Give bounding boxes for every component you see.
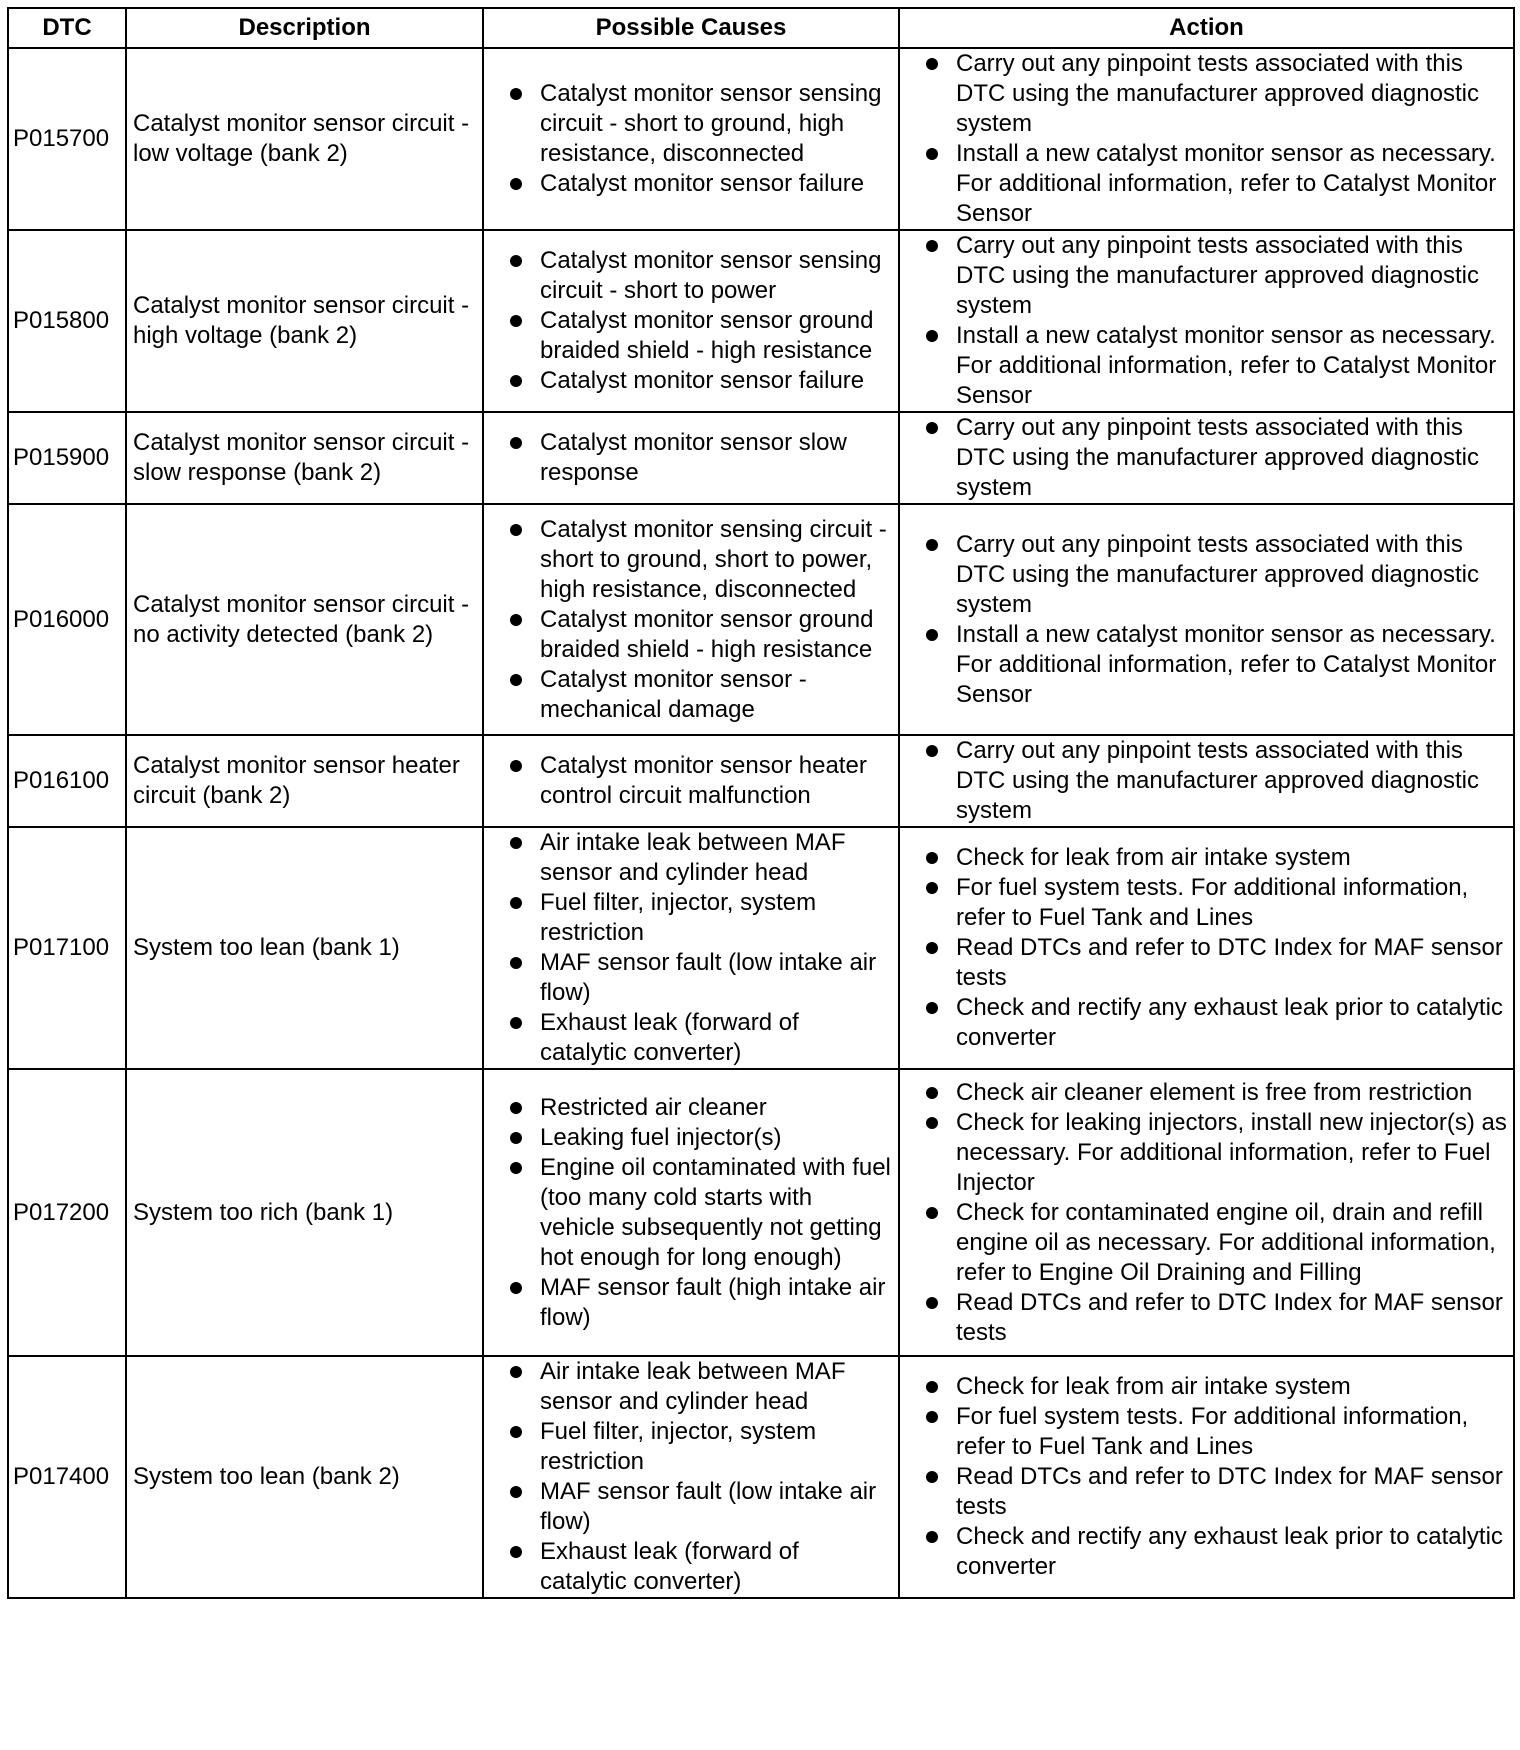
action-item: Check for leaking injectors, install new injector(s) as necessary. For additional information, refer to Fuel Injector xyxy=(924,1108,1507,1198)
action-item: For fuel system tests. For additional information, refer to Fuel Tank and Lines xyxy=(924,1402,1507,1462)
dtc-code: P015800 xyxy=(8,230,126,412)
possible-cause-item: Leaking fuel injector(s) xyxy=(508,1123,892,1153)
possible-cause-item: Catalyst monitor sensor failure xyxy=(508,169,892,199)
action-item: Check for contaminated engine oil, drain and refill engine oil as necessary. For additional information, refer to Engine Oil Draining and Filling xyxy=(924,1198,1507,1288)
table-row xyxy=(8,504,1514,735)
table-row xyxy=(8,735,1514,827)
possible-cause-item: Air intake leak between MAF sensor and cylinder head xyxy=(508,1357,892,1417)
dtc-description: Catalyst monitor sensor circuit - slow response (bank 2) xyxy=(126,412,483,504)
action-cell xyxy=(899,1356,1514,1598)
possible-cause-item: Exhaust leak (forward of catalytic converter) xyxy=(508,1537,892,1597)
possible-causes-cell xyxy=(483,48,899,230)
table-row xyxy=(8,827,1514,1069)
action-item: Carry out any pinpoint tests associated with this DTC using the manufacturer approved diagnostic system xyxy=(924,231,1507,321)
dtc-description: Catalyst monitor sensor circuit - high voltage (bank 2) xyxy=(126,230,483,412)
possible-causes-cell xyxy=(483,412,899,504)
possible-cause-item: Catalyst monitor sensor - mechanical damage xyxy=(508,665,892,725)
table-row xyxy=(8,230,1514,412)
possible-causes-cell xyxy=(483,1356,899,1598)
action-item: Check for leak from air intake system xyxy=(924,843,1507,873)
action-item: Check air cleaner element is free from restriction xyxy=(924,1078,1507,1108)
header-action: Action xyxy=(899,8,1514,48)
possible-cause-item: Catalyst monitor sensor sensing circuit - short to ground, high resistance, disconnected xyxy=(508,79,892,169)
header-dtc: DTC xyxy=(8,8,126,48)
possible-causes-cell xyxy=(483,735,899,827)
possible-causes-cell xyxy=(483,1069,899,1356)
possible-cause-item: Catalyst monitor sensor ground braided shield - high resistance xyxy=(508,605,892,665)
dtc-code: P017400 xyxy=(8,1356,126,1598)
action-cell xyxy=(899,230,1514,412)
possible-causes-cell xyxy=(483,827,899,1069)
possible-cause-item: Catalyst monitor sensor failure xyxy=(508,366,892,396)
header-row xyxy=(8,8,1514,48)
possible-cause-item: Catalyst monitor sensor sensing circuit - short to power xyxy=(508,246,892,306)
action-list xyxy=(924,413,1507,503)
dtc-code: P016000 xyxy=(8,504,126,735)
action-item: Read DTCs and refer to DTC Index for MAF sensor tests xyxy=(924,1462,1507,1522)
action-item: Carry out any pinpoint tests associated with this DTC using the manufacturer approved diagnostic system xyxy=(924,736,1507,826)
action-item: For fuel system tests. For additional information, refer to Fuel Tank and Lines xyxy=(924,873,1507,933)
possible-cause-item: Catalyst monitor sensing circuit - short to ground, short to power, high resistance, disconnected xyxy=(508,515,892,605)
possible-cause-item: Engine oil contaminated with fuel (too many cold starts with vehicle subsequently not getting hot enough for long enough) xyxy=(508,1153,892,1273)
table-header xyxy=(8,8,1514,48)
action-item: Install a new catalyst monitor sensor as necessary. For additional information, refer to Catalyst Monitor Sensor xyxy=(924,321,1507,411)
dtc-description: System too lean (bank 2) xyxy=(126,1356,483,1598)
possible-cause-item: Restricted air cleaner xyxy=(508,1093,892,1123)
dtc-description: Catalyst monitor sensor circuit - no activity detected (bank 2) xyxy=(126,504,483,735)
dtc-table xyxy=(7,7,1515,1599)
possible-causes-list xyxy=(508,1357,892,1597)
action-item: Read DTCs and refer to DTC Index for MAF sensor tests xyxy=(924,1288,1507,1348)
possible-causes-list xyxy=(508,79,892,199)
possible-causes-list xyxy=(508,246,892,396)
action-item: Check and rectify any exhaust leak prior to catalytic converter xyxy=(924,1522,1507,1582)
possible-cause-item: Fuel filter, injector, system restriction xyxy=(508,888,892,948)
possible-cause-item: Exhaust leak (forward of catalytic converter) xyxy=(508,1008,892,1068)
action-cell xyxy=(899,504,1514,735)
possible-causes-list xyxy=(508,1093,892,1333)
action-item: Carry out any pinpoint tests associated with this DTC using the manufacturer approved diagnostic system xyxy=(924,530,1507,620)
action-item: Carry out any pinpoint tests associated with this DTC using the manufacturer approved diagnostic system xyxy=(924,49,1507,139)
action-item: Install a new catalyst monitor sensor as necessary. For additional information, refer to Catalyst Monitor Sensor xyxy=(924,139,1507,229)
action-list xyxy=(924,736,1507,826)
action-item: Read DTCs and refer to DTC Index for MAF sensor tests xyxy=(924,933,1507,993)
possible-causes-list xyxy=(508,515,892,725)
action-list xyxy=(924,231,1507,411)
possible-causes-cell xyxy=(483,504,899,735)
action-cell xyxy=(899,827,1514,1069)
dtc-code: P015700 xyxy=(8,48,126,230)
dtc-code: P016100 xyxy=(8,735,126,827)
table-row xyxy=(8,1069,1514,1356)
action-item: Check and rectify any exhaust leak prior to catalytic converter xyxy=(924,993,1507,1053)
table-row xyxy=(8,412,1514,504)
table-row xyxy=(8,1356,1514,1598)
possible-cause-item: MAF sensor fault (low intake air flow) xyxy=(508,1477,892,1537)
possible-cause-item: Fuel filter, injector, system restriction xyxy=(508,1417,892,1477)
possible-cause-item: Catalyst monitor sensor slow response xyxy=(508,428,892,488)
possible-cause-item: Catalyst monitor sensor heater control circuit malfunction xyxy=(508,751,892,811)
possible-cause-item: MAF sensor fault (low intake air flow) xyxy=(508,948,892,1008)
dtc-description: System too lean (bank 1) xyxy=(126,827,483,1069)
action-cell xyxy=(899,48,1514,230)
action-list xyxy=(924,530,1507,710)
action-item: Carry out any pinpoint tests associated with this DTC using the manufacturer approved diagnostic system xyxy=(924,413,1507,503)
possible-cause-item: Air intake leak between MAF sensor and cylinder head xyxy=(508,828,892,888)
action-item: Check for leak from air intake system xyxy=(924,1372,1507,1402)
action-cell xyxy=(899,412,1514,504)
dtc-description: System too rich (bank 1) xyxy=(126,1069,483,1356)
dtc-description: Catalyst monitor sensor circuit - low voltage (bank 2) xyxy=(126,48,483,230)
action-cell xyxy=(899,735,1514,827)
action-list xyxy=(924,1372,1507,1582)
action-list xyxy=(924,1078,1507,1348)
table-body xyxy=(8,48,1514,1598)
possible-cause-item: Catalyst monitor sensor ground braided shield - high resistance xyxy=(508,306,892,366)
dtc-code: P015900 xyxy=(8,412,126,504)
dtc-description: Catalyst monitor sensor heater circuit (bank 2) xyxy=(126,735,483,827)
action-item: Install a new catalyst monitor sensor as necessary. For additional information, refer to Catalyst Monitor Sensor xyxy=(924,620,1507,710)
header-description: Description xyxy=(126,8,483,48)
header-possible-causes: Possible Causes xyxy=(483,8,899,48)
possible-causes-list xyxy=(508,751,892,811)
dtc-code: P017100 xyxy=(8,827,126,1069)
dtc-code: P017200 xyxy=(8,1069,126,1356)
table-row xyxy=(8,48,1514,230)
possible-causes-cell xyxy=(483,230,899,412)
action-cell xyxy=(899,1069,1514,1356)
possible-causes-list xyxy=(508,428,892,488)
action-list xyxy=(924,49,1507,229)
action-list xyxy=(924,843,1507,1053)
possible-cause-item: MAF sensor fault (high intake air flow) xyxy=(508,1273,892,1333)
possible-causes-list xyxy=(508,828,892,1068)
